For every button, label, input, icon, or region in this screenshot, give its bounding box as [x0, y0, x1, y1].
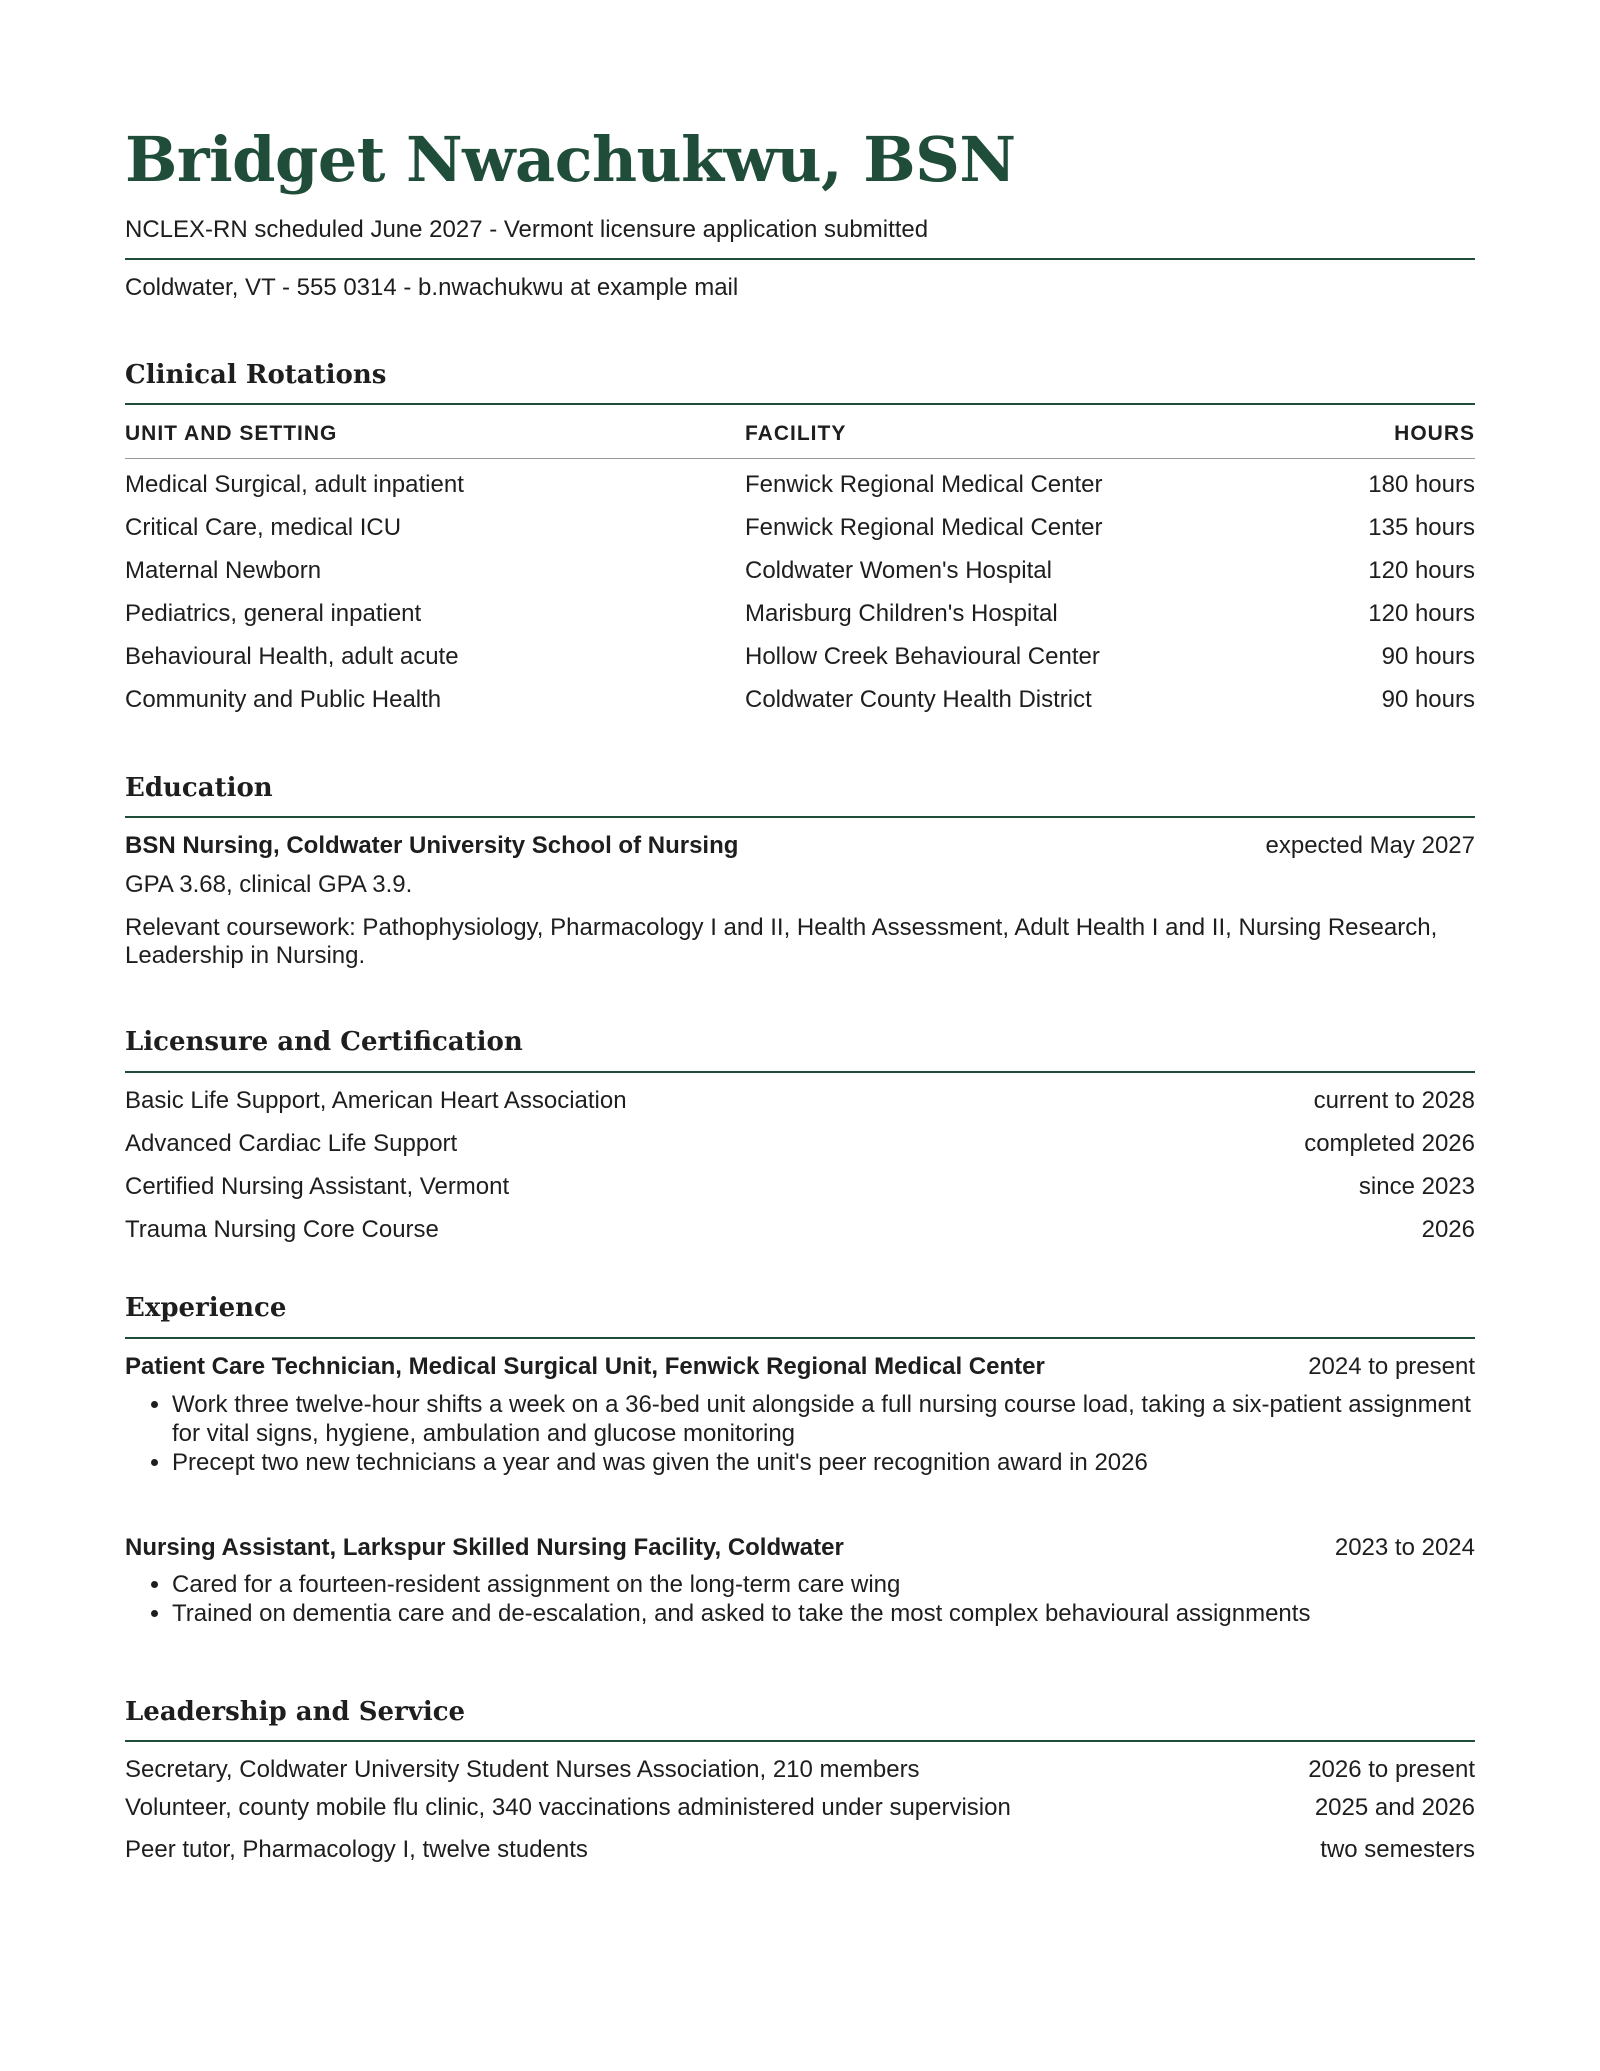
certification-name: Certified Nursing Assistant, Vermont [125, 1173, 510, 1200]
certification-date: 2026 [1421, 1216, 1475, 1243]
rotation-unit: Behavioural Health, adult acute [125, 643, 459, 670]
service-date: 2025 and 2026 [1314, 1794, 1475, 1821]
rotation-unit: Critical Care, medical ICU [125, 514, 402, 541]
rotation-facility: Marisburg Children's Hospital [745, 600, 1058, 627]
section-divider [125, 816, 1475, 818]
bullet-item: • Trained on dementia care and de-escalation, and asked to take the most complex behavioural assignments [172, 1599, 1475, 1628]
list-item [125, 1753, 1475, 1787]
degree-date: expected May 2027 [1265, 832, 1475, 859]
section-divider [125, 1071, 1475, 1073]
job-entry [125, 1531, 1475, 1565]
list-item [125, 1791, 1475, 1825]
rotation-hours: 135 hours [1368, 514, 1475, 541]
certification-date: completed 2026 [1304, 1130, 1475, 1157]
table-row [125, 468, 1475, 502]
service-date: 2026 to present [1308, 1756, 1475, 1783]
rotation-hours: 180 hours [1368, 471, 1475, 498]
rotation-hours: 90 hours [1381, 643, 1475, 670]
service-role: Volunteer, county mobile flu clinic, 340 vaccinations administered under supervision [125, 1794, 1011, 1821]
rotation-hours: 120 hours [1368, 557, 1475, 584]
certification-name: Trauma Nursing Core Course [125, 1216, 439, 1243]
rotation-hours: 90 hours [1381, 686, 1475, 713]
section-title-experience: Experience [125, 1293, 287, 1323]
education-entry [125, 829, 1475, 863]
table-header-divider [125, 458, 1475, 459]
service-role: Peer tutor, Pharmacology I, twelve students [125, 1836, 588, 1863]
column-header-unit: UNIT AND SETTING [125, 422, 338, 445]
section-divider [125, 1740, 1475, 1742]
job-title: Nursing Assistant, Larkspur Skilled Nursing Facility, Coldwater [125, 1534, 844, 1561]
table-row [125, 640, 1475, 674]
rotation-facility: Coldwater County Health District [745, 686, 1092, 713]
job-date: 2024 to present [1308, 1353, 1475, 1380]
job-entry [125, 1350, 1475, 1384]
section-title-leadership: Leadership and Service [125, 1697, 466, 1727]
coursework-line: Relevant coursework: Pathophysiology, Pharmacology I and II, Health Assessment, Adult Health I and II, Nursing Research, Leadership in Nursing. [125, 914, 1438, 969]
rotation-unit: Community and Public Health [125, 686, 442, 713]
certification-date: since 2023 [1358, 1173, 1475, 1200]
table-row [125, 511, 1475, 545]
table-row [125, 597, 1475, 631]
column-header-facility: FACILITY [745, 422, 847, 445]
section-title-clinical-rotations: Clinical Rotations [125, 360, 387, 390]
list-item [125, 1084, 1475, 1118]
job-title: Patient Care Technician, Medical Surgical Unit, Fenwick Regional Medical Center [125, 1353, 1045, 1380]
job-date: 2023 to 2024 [1334, 1534, 1475, 1561]
header-divider [125, 258, 1475, 260]
rotation-facility: Hollow Creek Behavioural Center [745, 643, 1100, 670]
section-title-licensure: Licensure and Certification [125, 1027, 523, 1057]
service-date: two semesters [1320, 1836, 1475, 1863]
certification-name: Advanced Cardiac Life Support [125, 1130, 458, 1157]
rotation-unit: Pediatrics, general inpatient [125, 600, 422, 627]
bullet-item: • Precept two new technicians a year and was given the unit's peer recognition award in 2026 [172, 1448, 1475, 1477]
list-item [125, 1127, 1475, 1161]
degree-title: BSN Nursing, Coldwater University School of Nursing [125, 832, 739, 859]
rotation-unit: Maternal Newborn [125, 557, 322, 584]
job-bullets [125, 1390, 1475, 1477]
table-row [125, 554, 1475, 588]
bullet-item: • Cared for a fourteen-resident assignment on the long-term care wing [172, 1570, 1475, 1599]
service-role: Secretary, Coldwater University Student Nurses Association, 210 members [125, 1756, 920, 1783]
certification-name: Basic Life Support, American Heart Association [125, 1087, 627, 1114]
rotation-facility: Coldwater Women's Hospital [745, 557, 1052, 584]
gpa-line: GPA 3.68, clinical GPA 3.9. [125, 871, 413, 898]
list-item [125, 1213, 1475, 1247]
certification-date: current to 2028 [1313, 1087, 1475, 1114]
rotation-hours: 120 hours [1368, 600, 1475, 627]
column-header-hours: HOURS [1394, 422, 1475, 445]
rotation-facility: Fenwick Regional Medical Center [745, 471, 1103, 498]
section-divider [125, 403, 1475, 405]
rotation-unit: Medical Surgical, adult inpatient [125, 471, 464, 498]
section-title-education: Education [125, 773, 273, 803]
bullet-item: • Work three twelve-hour shifts a week on a 36-bed unit alongside a full nursing course load, taking a six-patient assignment for vital signs, hygiene, ambulation and glucose monitoring [172, 1390, 1475, 1448]
section-divider [125, 1337, 1475, 1339]
contact-line: Coldwater, VT - 555 0314 - b.nwachukwu at example mail [125, 274, 739, 301]
tagline: NCLEX-RN scheduled June 2027 - Vermont licensure application submitted [125, 216, 929, 243]
candidate-name: Bridget Nwachukwu, BSN [125, 123, 1016, 196]
list-item [125, 1833, 1475, 1867]
list-item [125, 1170, 1475, 1204]
table-row [125, 683, 1475, 717]
rotation-facility: Fenwick Regional Medical Center [745, 514, 1103, 541]
job-bullets [125, 1570, 1475, 1628]
